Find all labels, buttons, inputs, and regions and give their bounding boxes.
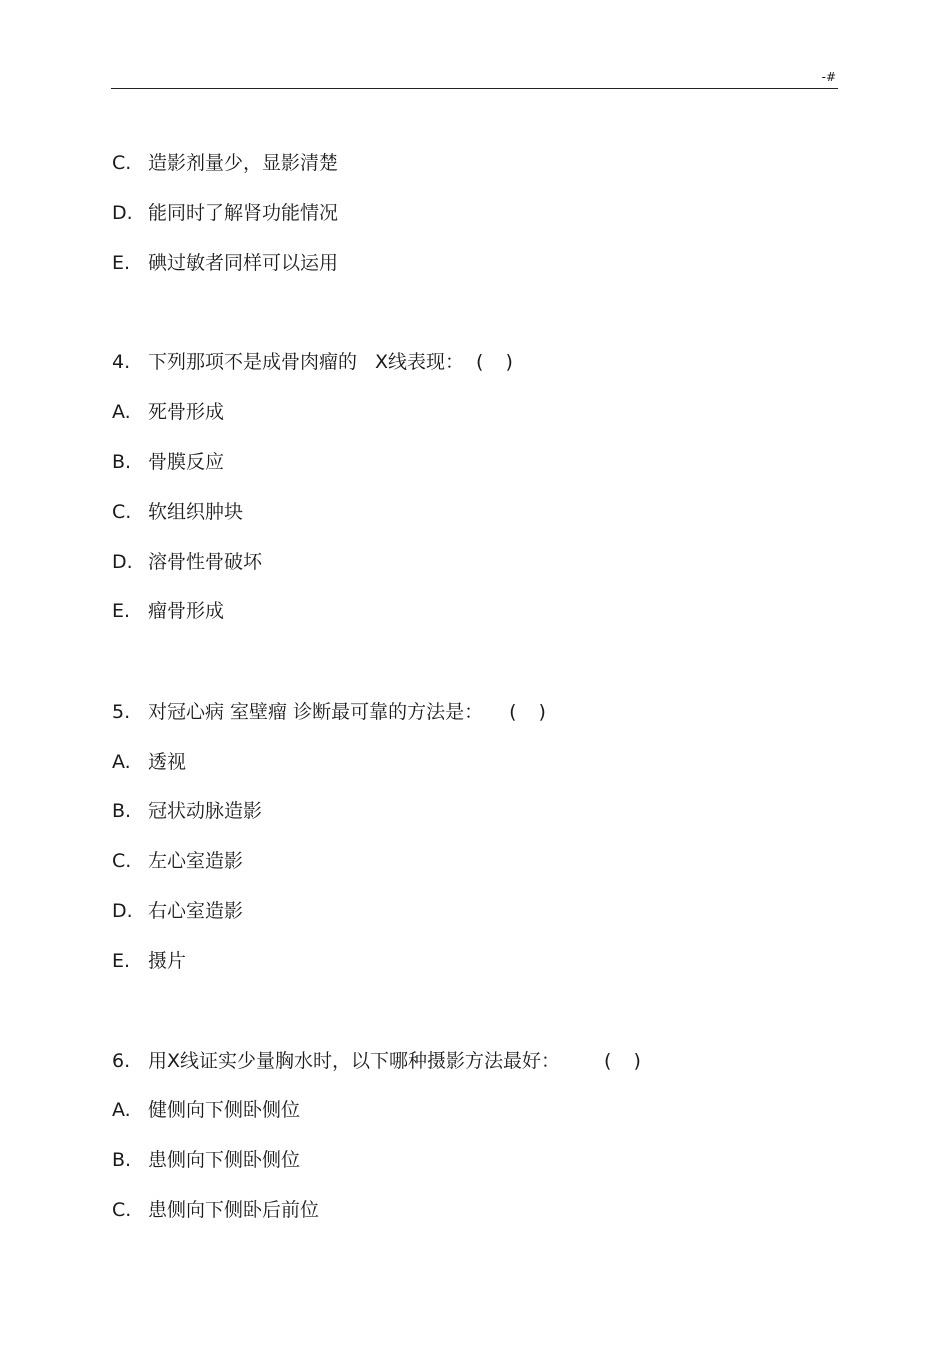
option-label: C.	[112, 501, 132, 523]
option-q3-e	[112, 250, 338, 276]
option-q5-a	[112, 749, 186, 775]
question-number: 4.	[112, 351, 131, 373]
option-label: D.	[112, 900, 133, 922]
page-marker: -#	[821, 70, 836, 84]
option-text: 死骨形成	[148, 401, 225, 423]
answer-paren-close: )	[505, 351, 513, 373]
option-text: 瘤骨形成	[148, 600, 225, 622]
option-label: A.	[112, 401, 131, 423]
option-q5-c	[112, 848, 243, 874]
question-4-stem	[112, 349, 513, 375]
option-text: 骨膜反应	[148, 451, 225, 473]
question-number: 5.	[112, 701, 131, 723]
option-q4-b	[112, 449, 224, 475]
option-q3-c	[112, 150, 338, 176]
option-label: E.	[112, 600, 131, 622]
option-label: B.	[112, 800, 132, 822]
question-text: 用X线证实少量胸水时，以下哪种摄影方法最好：	[148, 1050, 561, 1072]
option-q4-e	[112, 598, 224, 624]
answer-paren-open: (	[509, 701, 517, 723]
option-q6-c	[112, 1197, 319, 1223]
option-text: 溶骨性骨破坏	[148, 551, 263, 573]
question-5-stem	[112, 699, 546, 725]
option-label: C.	[112, 1199, 132, 1221]
question-text: 对冠心病 室壁瘤 诊断最可靠的方法是：	[148, 701, 484, 723]
option-q4-c	[112, 499, 243, 525]
option-text: 透视	[148, 751, 187, 773]
option-label: C.	[112, 152, 132, 174]
option-text: 患侧向下侧卧后前位	[148, 1199, 320, 1221]
question-number: 6.	[112, 1050, 131, 1072]
option-label: D.	[112, 202, 133, 224]
option-text: 能同时了解肾功能情况	[148, 202, 339, 224]
option-label: A.	[112, 1099, 131, 1121]
option-text: 造影剂量少，显影清楚	[148, 152, 339, 174]
question-text: 下列那项不是成骨肉瘤的	[148, 351, 358, 373]
option-q3-d	[112, 200, 338, 226]
option-q6-a	[112, 1097, 300, 1123]
option-label: B.	[112, 451, 132, 473]
answer-paren-close: )	[538, 701, 546, 723]
option-text: 患侧向下侧卧侧位	[148, 1149, 301, 1171]
option-label: B.	[112, 1149, 132, 1171]
option-q4-a	[112, 399, 224, 425]
answer-paren-open: (	[604, 1050, 612, 1072]
option-label: E.	[112, 252, 131, 274]
option-q5-e	[112, 948, 186, 974]
option-text: 左心室造影	[148, 850, 244, 872]
option-q6-b	[112, 1147, 300, 1173]
option-q5-b	[112, 798, 262, 824]
option-text: 软组织肿块	[148, 501, 244, 523]
option-text: 右心室造影	[148, 900, 244, 922]
header-rule	[111, 88, 838, 89]
option-text: 健侧向下侧卧侧位	[148, 1099, 301, 1121]
option-label: D.	[112, 551, 133, 573]
option-q4-d	[112, 549, 262, 575]
question-text-continued: X线表现：	[375, 351, 465, 373]
option-label: A.	[112, 751, 131, 773]
option-label: C.	[112, 850, 132, 872]
option-text: 冠状动脉造影	[148, 800, 263, 822]
option-text: 摄片	[148, 950, 187, 972]
option-q5-d	[112, 898, 243, 924]
answer-paren-open: (	[476, 351, 484, 373]
option-text: 碘过敏者同样可以运用	[148, 252, 339, 274]
option-label: E.	[112, 950, 131, 972]
answer-paren-close: )	[633, 1050, 641, 1072]
question-6-stem	[112, 1048, 641, 1074]
